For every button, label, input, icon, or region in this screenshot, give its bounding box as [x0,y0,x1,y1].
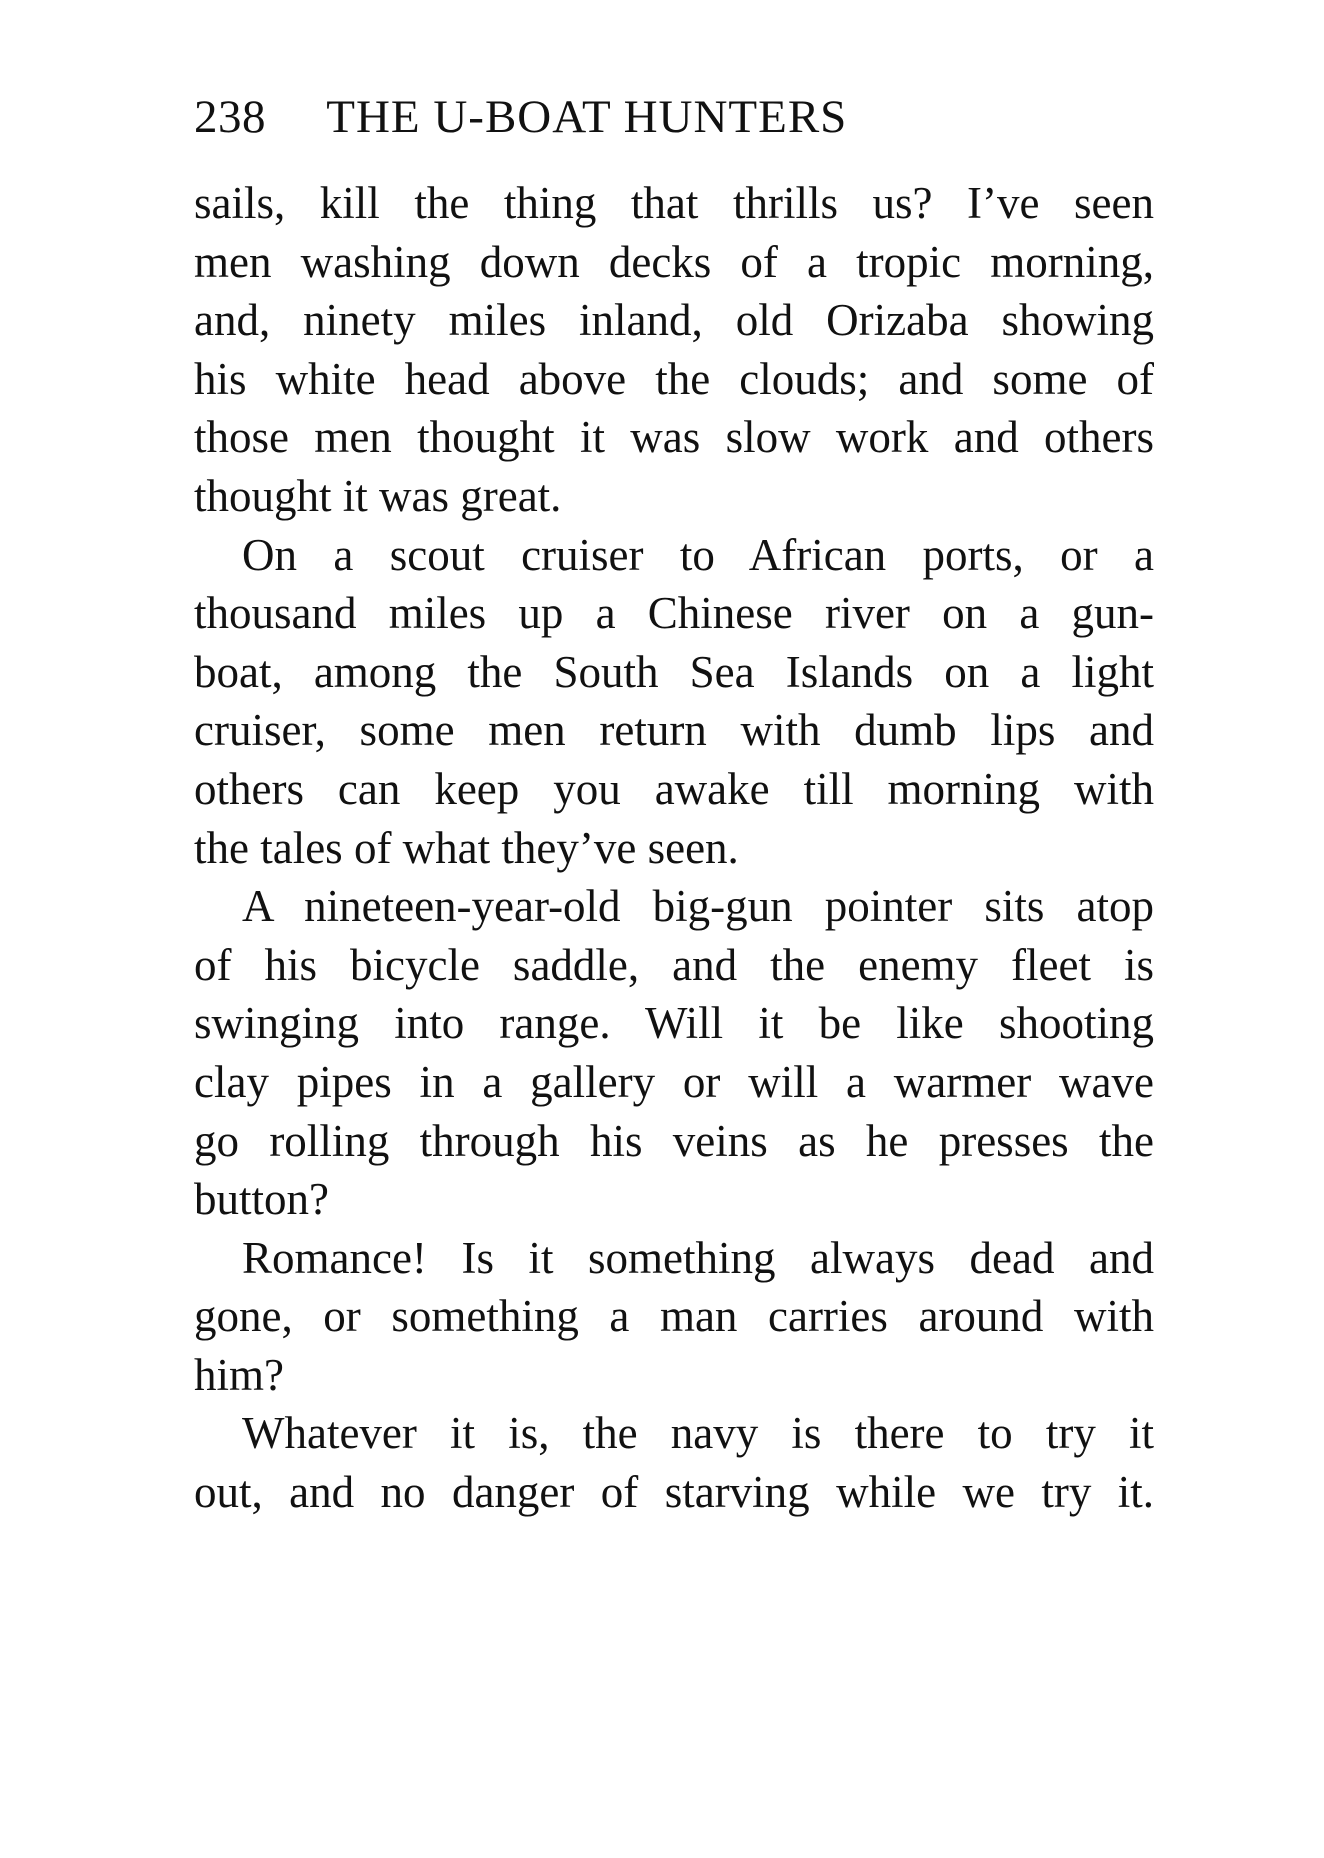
text-line: thought it was great. [194,470,562,521]
paragraph [194,877,1154,1229]
text-line: button? [194,1174,329,1225]
text-line: sails, kill the thing that thrills us? I’ve seen [194,178,1154,228]
text-line: those men thought it was slow work and others [194,412,1154,463]
paragraph [194,526,1154,878]
text-line: thousand miles up a Chinese river on a gun- [194,588,1154,639]
text-line: men washing down decks of a tropic morning, [194,236,1154,287]
text-line: cruiser, some men return with dumb lips and [194,705,1154,756]
text-line: him? [194,1349,284,1400]
text-line: clay pipes in a gallery or will a warmer wave [194,1056,1154,1107]
text-line: others can keep you awake till morning with [194,763,1154,814]
text-line: On a scout cruiser to African ports, or a [242,529,1154,580]
page-number: 238 [194,91,266,143]
text-line: Romance! Is it something always dead and [242,1232,1154,1283]
text-line: A nineteen-year-old big-gun pointer sits atop [242,881,1154,932]
running-head [194,82,1154,152]
text-line: the tales of what they’ve seen. [194,822,739,873]
paragraph [194,1229,1154,1405]
text-line: out, and no danger of starving while we try it. [194,1467,1154,1518]
paragraph [194,1404,1154,1521]
text-line: Whatever it is, the navy is there to try it [242,1408,1154,1459]
running-title: THE U-BOAT HUNTERS [326,91,848,143]
text-line: and, ninety miles inland, old Orizaba showing [194,295,1154,346]
body-text [194,174,1154,1522]
paragraph [194,174,1154,526]
text-line: boat, among the South Sea Islands on a light [194,646,1154,697]
text-line: his white head above the clouds; and some of [194,353,1154,404]
text-line: go rolling through his veins as he presses the [194,1115,1154,1166]
text-line: swinging into range. Will it be like shooting [194,998,1154,1049]
text-line: of his bicycle saddle, and the enemy fleet is [194,939,1154,990]
text-line: gone, or something a man carries around with [194,1291,1154,1342]
